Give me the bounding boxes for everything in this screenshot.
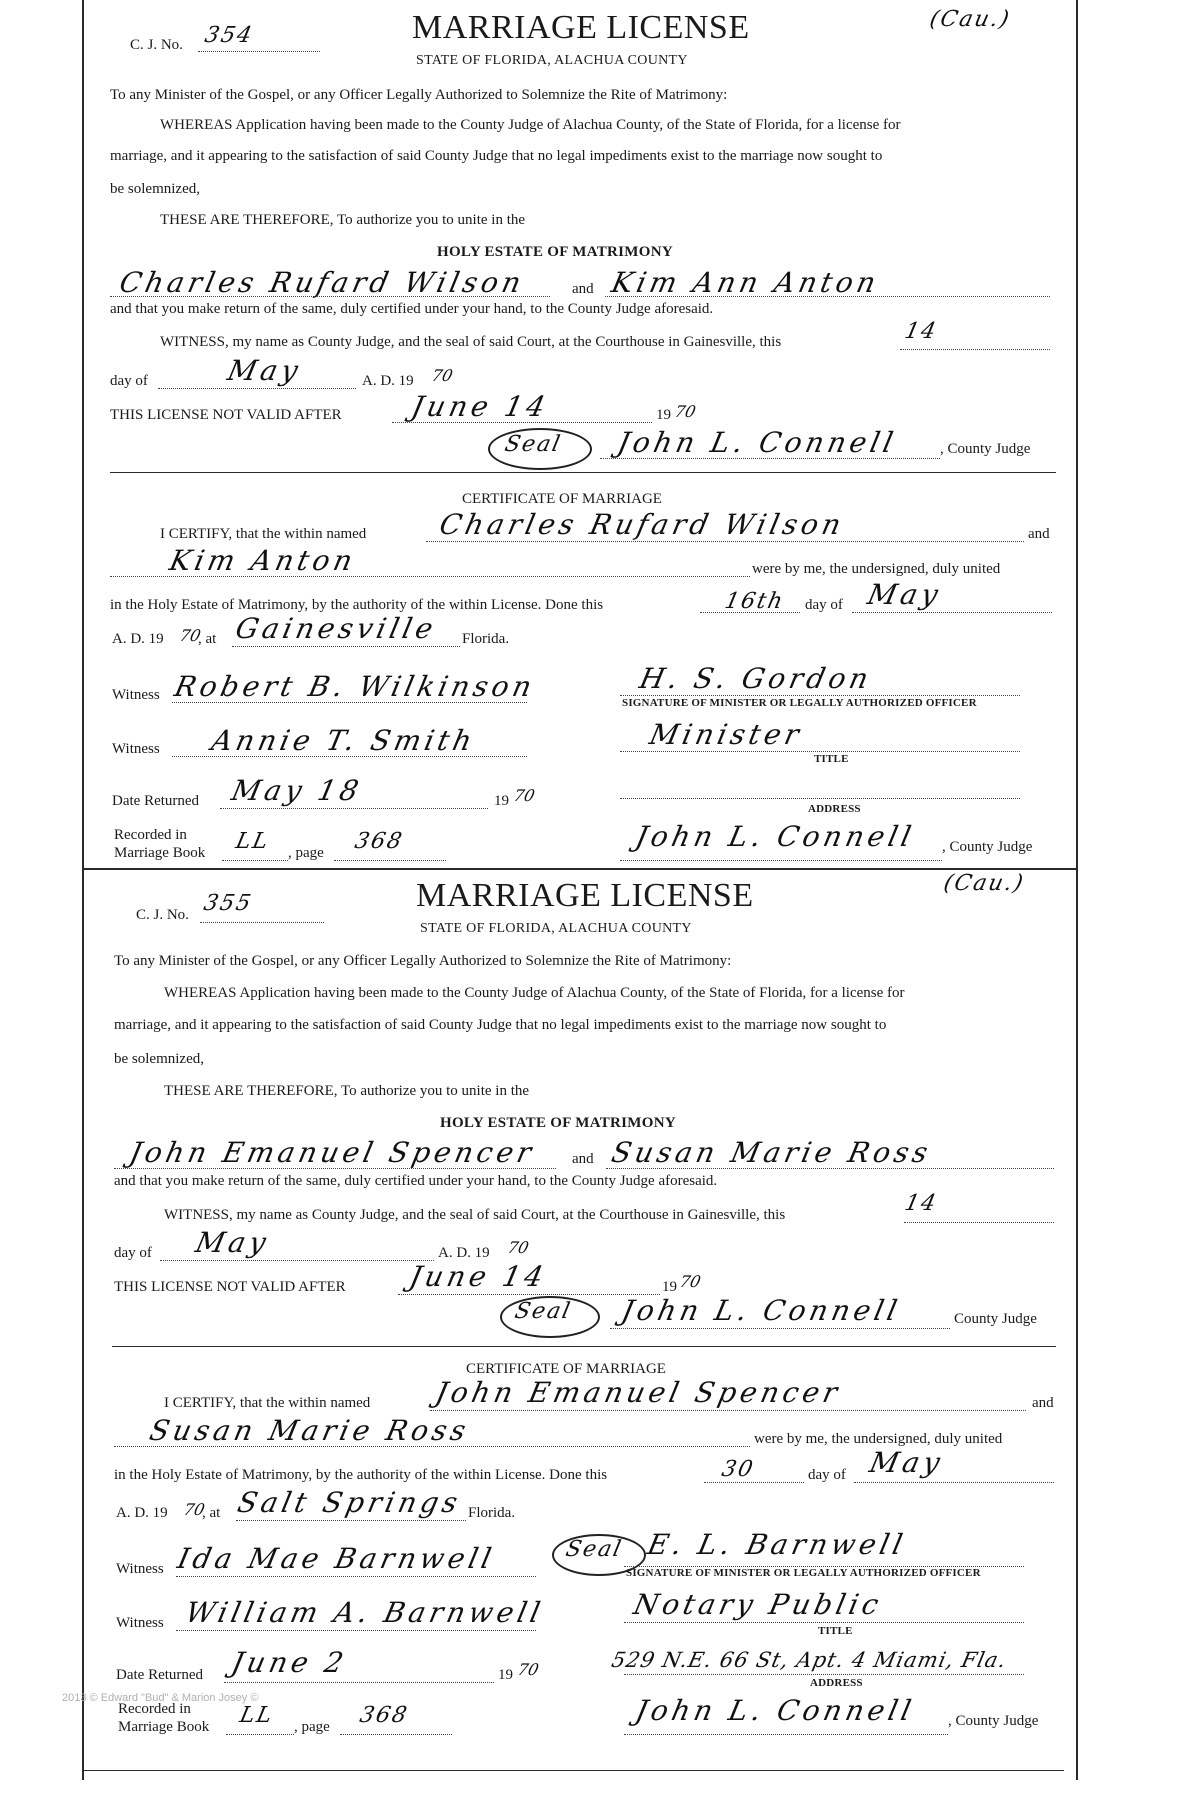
place-line [236, 1520, 466, 1521]
done-day: 30 [719, 1457, 757, 1482]
page-value: 368 [352, 829, 406, 854]
officer-caption: SIGNATURE OF MINISTER OR LEGALLY AUTHORIZED OFFICER [626, 1567, 981, 1579]
whereas-line-1: WHEREAS Application having been made to the County Judge of Alachua County, of the State of Florida, for a license for [160, 117, 901, 133]
judge-2-line [620, 860, 942, 861]
done-month-line [852, 612, 1052, 613]
judge-signature-2: John L. Connell [632, 1694, 918, 1727]
witness-day-line [904, 1222, 1054, 1223]
judge-signature-2: John L. Connell [632, 820, 918, 853]
day-of-label: day of [114, 1245, 152, 1261]
ad-2-year: 70 [178, 626, 203, 645]
ad-label: A. D. 19 [438, 1245, 490, 1261]
cj-label: C. J. No. [136, 907, 189, 923]
groom-name: John Emanuel Spencer [126, 1136, 539, 1169]
recorded-in-label: Recorded in [118, 1701, 191, 1717]
return-line: and that you make return of the same, duly certified under your hand, to the County Judge aforesaid. [114, 1173, 718, 1189]
united-label: were by me, the undersigned, duly united [754, 1431, 1003, 1447]
holy-line: in the Holy Estate of Matrimony, by the authority of the within License. Done this [110, 597, 604, 613]
recorded-in-label: Recorded in [114, 827, 187, 843]
license-subtitle: STATE OF FLORIDA, ALACHUA COUNTY [416, 53, 688, 68]
witness-line: WITNESS, my name as County Judge, and the seal of said Court, at the Courthouse in Gainesville, this [160, 334, 782, 350]
address-line-blank [620, 798, 1020, 799]
corner-note: (Cau.) [927, 7, 1014, 32]
cj-number-line [200, 922, 324, 923]
done-month: May [866, 1446, 947, 1479]
section-divider-2 [112, 1346, 1056, 1347]
witness-line: WITNESS, my name as County Judge, and the seal of said Court, at the Courthouse in Gainesville, this [164, 1207, 786, 1223]
officer-title: Notary Public [630, 1588, 886, 1621]
holy-line: in the Holy Estate of Matrimony, by the authority of the within License. Done this [114, 1467, 608, 1483]
whereas-line-3: be solemnized, [110, 181, 200, 197]
and-word: and [572, 281, 594, 297]
judge-2-line [624, 1734, 948, 1735]
page-label: , page [294, 1719, 330, 1735]
therefore-line: THESE ARE THEREFORE, To authorize you to unite in the [164, 1083, 530, 1099]
book-value: LL [237, 1703, 276, 1728]
not-valid-line [398, 1294, 660, 1295]
seal-text: Seal [502, 432, 565, 457]
book-line [226, 1734, 294, 1735]
section-divider-1 [110, 472, 1056, 473]
marriage-book-label: Marriage Book [118, 1719, 210, 1735]
left-border [82, 0, 84, 1780]
judge-line [610, 1328, 950, 1329]
not-valid-label: THIS LICENSE NOT VALID AFTER [110, 407, 342, 423]
book-line [222, 860, 288, 861]
marriage-book-label: Marriage Book [114, 845, 206, 861]
officer-caption: SIGNATURE OF MINISTER OR LEGALLY AUTHORIZED OFFICER [622, 697, 977, 709]
date-returned-label: Date Returned [112, 793, 200, 809]
returned-year: 70 [516, 1660, 541, 1679]
not-valid-year: 70 [678, 1272, 703, 1291]
cert-bride: Susan Marie Ross [146, 1414, 473, 1447]
day-of-2: day of [808, 1467, 846, 1483]
returned-year-label: 19 [494, 793, 509, 809]
ad-2-year: 70 [182, 1500, 207, 1519]
at-label: , at [198, 631, 217, 647]
copyright-watermark: 2013 © Edward "Bud" & Marion Josey © [62, 1692, 259, 1704]
return-line: and that you make return of the same, duly certified under your hand, to the County Judge aforesaid. [110, 301, 714, 317]
place-line [232, 646, 460, 647]
place: Salt Springs [234, 1486, 465, 1519]
judge-signature: John L. Connell [614, 426, 900, 459]
done-month: May [864, 578, 945, 611]
date-returned: June 2 [228, 1646, 351, 1679]
page-value: 368 [357, 1703, 411, 1728]
whereas-line-1: WHEREAS Application having been made to the County Judge of Alachua County, of the State of Florida, for a license for [164, 985, 905, 1001]
cj-number-line [198, 51, 320, 52]
month: May [192, 1226, 273, 1259]
witness-2-label: Witness [112, 741, 160, 757]
title-caption: TITLE [814, 753, 849, 765]
witness-2-signature: William A. Barnwell [182, 1596, 548, 1629]
cj-number: 355 [201, 891, 255, 916]
address-line: To any Minister of the Gospel, or any Officer Legally Authorized to Solemnize the Rite of Matrimony: [114, 953, 732, 969]
county-judge-2-label: , County Judge [948, 1713, 1039, 1729]
month-line [158, 388, 356, 389]
florida-label: Florida. [462, 631, 510, 647]
cj-label: C. J. No. [130, 37, 183, 53]
ad-year: 70 [430, 366, 455, 385]
done-day-line [704, 1482, 804, 1483]
not-valid-year: 70 [673, 402, 698, 421]
cert-groom: Charles Rufard Wilson [436, 508, 848, 541]
not-valid-label: THIS LICENSE NOT VALID AFTER [114, 1279, 346, 1295]
cert-groom: John Emanuel Spencer [432, 1376, 845, 1409]
license-title: MARRIAGE LICENSE [412, 9, 750, 46]
day-of-2: day of [805, 597, 843, 613]
witness-1-signature: Robert B. Wilkinson [171, 670, 539, 703]
witness-2-line [176, 1630, 536, 1631]
returned-year: 70 [512, 786, 537, 805]
cert-bride: Kim Anton [166, 544, 360, 577]
whereas-line-2: marriage, and it appearing to the satisfaction of said County Judge that no legal impediments exist to the marriage now sought to [114, 1017, 887, 1033]
witness-1-label: Witness [116, 1561, 164, 1577]
witness-day-line [900, 349, 1050, 350]
witness-2-signature: Annie T. Smith [208, 724, 479, 757]
witness-2-label: Witness [116, 1615, 164, 1631]
cj-number: 354 [202, 23, 256, 48]
holy-estate-heading: HOLY ESTATE OF MATRIMONY [437, 244, 673, 260]
date-returned-label: Date Returned [116, 1667, 204, 1683]
united-label: were by me, the undersigned, duly united [752, 561, 1001, 577]
certify-label: I CERTIFY, that the within named [164, 1395, 371, 1411]
month: May [224, 354, 305, 387]
done-month-line [854, 1482, 1054, 1483]
not-valid-date: June 14 [408, 390, 553, 423]
county-judge-label: County Judge [954, 1311, 1037, 1327]
county-judge-2-label: , County Judge [942, 839, 1033, 855]
corner-note: (Cau.) [941, 871, 1028, 896]
license-title: MARRIAGE LICENSE [416, 877, 754, 914]
page-label: , page [288, 845, 324, 861]
witness-1-label: Witness [112, 687, 160, 703]
ad-year: 70 [506, 1238, 531, 1257]
ad-label: A. D. 19 [362, 373, 414, 389]
bottom-border [84, 1770, 1064, 1771]
cert-and: and [1032, 1395, 1054, 1411]
witness-day: 14 [902, 1191, 940, 1216]
day-of-label: day of [110, 373, 148, 389]
address-value: 529 N.E. 66 St, Apt. 4 Miami, Fla. [609, 1648, 1009, 1672]
done-day: 16th [722, 589, 787, 614]
page-line [340, 1734, 452, 1735]
holy-estate-heading: HOLY ESTATE OF MATRIMONY [440, 1115, 676, 1131]
therefore-line: THESE ARE THEREFORE, To authorize you to unite in the [160, 212, 526, 228]
judge-line [600, 458, 940, 459]
witness-day: 14 [902, 319, 940, 344]
county-judge-label: , County Judge [940, 441, 1031, 457]
whereas-line-3: be solemnized, [114, 1051, 204, 1067]
certificate-title: CERTIFICATE OF MARRIAGE [462, 491, 662, 507]
seal-2-text: Seal [563, 1537, 626, 1562]
officer-title: Minister [646, 718, 806, 751]
month-line [160, 1260, 434, 1261]
judge-signature: John L. Connell [618, 1294, 904, 1327]
license-divider [84, 868, 1076, 870]
not-valid-date: June 14 [406, 1260, 551, 1293]
address-caption: ADDRESS [808, 803, 861, 815]
date-returned-line [220, 808, 488, 809]
witness-1-line [176, 1576, 536, 1577]
right-border [1076, 0, 1078, 1780]
place: Gainesville [232, 612, 440, 645]
seal-text: Seal [512, 1299, 575, 1324]
title-caption: TITLE [818, 1625, 853, 1637]
page-line [334, 860, 446, 861]
ad-2-label: A. D. 19 [112, 631, 164, 647]
officer-signature: E. L. Barnwell [644, 1528, 910, 1561]
cert-groom-line [426, 541, 1024, 542]
cert-and: and [1028, 526, 1050, 542]
whereas-line-2: marriage, and it appearing to the satisfaction of said County Judge that no legal impediments exist to the marriage now sought to [110, 148, 883, 164]
certificate-title: CERTIFICATE OF MARRIAGE [466, 1361, 666, 1377]
not-valid-year-label: 19 [662, 1279, 677, 1295]
cert-groom-line [430, 1410, 1026, 1411]
license-subtitle: STATE OF FLORIDA, ALACHUA COUNTY [420, 921, 692, 936]
groom-name: Charles Rufard Wilson [116, 266, 528, 299]
book-value: LL [233, 829, 272, 854]
address-line: To any Minister of the Gospel, or any Officer Legally Authorized to Solemnize the Rite of Matrimony: [110, 87, 728, 103]
bride-name: Kim Ann Anton [608, 266, 883, 299]
date-returned: May 18 [228, 774, 366, 807]
not-valid-year-label: 19 [656, 407, 671, 423]
florida-label: Florida. [468, 1505, 516, 1521]
ad-2-label: A. D. 19 [116, 1505, 168, 1521]
returned-year-label: 19 [498, 1667, 513, 1683]
witness-1-signature: Ida Mae Barnwell [174, 1542, 499, 1575]
and-word: and [572, 1151, 594, 1167]
certify-label: I CERTIFY, that the within named [160, 526, 367, 542]
officer-signature: H. S. Gordon [636, 662, 876, 695]
bride-name: Susan Marie Ross [608, 1136, 935, 1169]
date-returned-line [224, 1682, 494, 1683]
address-caption: ADDRESS [810, 1677, 863, 1689]
at-label: , at [202, 1505, 221, 1521]
